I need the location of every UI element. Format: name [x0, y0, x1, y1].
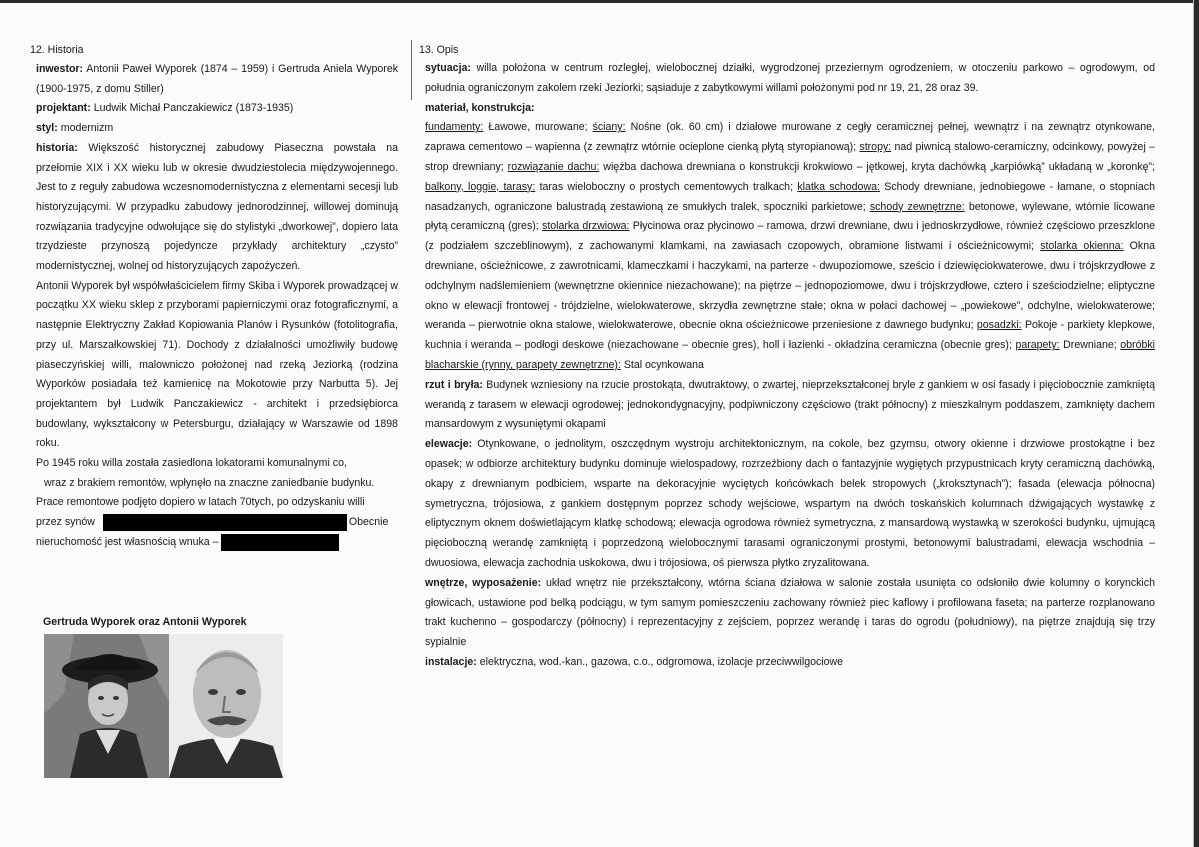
- parapety-label: parapety:: [1015, 339, 1060, 352]
- fundamenty-text: Ławowe, murowane;: [488, 121, 588, 134]
- elewacje-text: Otynkowane, o jednolitym, oszczędnym wystroju architektonicznym, na cokole, bez gzymsu, otwory okienne i drzwiowe prostokątne i bez opasek; w odbiorze architektury budynku dominuje wielospadowy, rozrzeźbiony dach o fantazyjnie wygiętych przypustnicach kryty ceramiczną dachówką, okapy z drewnianym podbiciem, wsparte na dekoracyjnie wyciętych końcówkach belek stropowych („kroksztynach”); fasada (elewacja północna) symetryczna, trójosiowa, z gankiem dostępnym poprzez schody wejściowe, wspartym na dwóch toskańskich kolumnach dźwigających wystawkę z eliptycznym oknem doświetlającym klatkę schodową; elewacja ogrodowa również symetryczna, z mansardową wystawką w szerokości budynku, ujmującą pięcioboczną werandę zamkniętą i poprzedzoną wielobocznymi tarasami ograniczonymi prostymi, betonowymi balustradami, elewacja wschodnia – dwuosiowa, elewacja zachodnia uskokowa, dwu i trójosiowa, oś pierwsza płytko zryzalitowana.: [425, 438, 1155, 569]
- sytuacja-text: willa położona w centrum rozległej, wielobocznej działki, wygrodzonej przeziernym ogrodzeniem, w otoczeniu parkowo – ogrodowym, od południa ograniczonym zakolem rzeki Jeziorki; sąsiaduje z zabytkowymi willami położonymi pod nr 19, 21, 28 oraz 39.: [425, 62, 1155, 94]
- post-war-line-4-start: przez synów: [36, 516, 95, 529]
- historia-paragraph: [36, 139, 398, 277]
- rzut-paragraph: [425, 376, 1155, 435]
- post-war-line-3: Prace remontowe podjęto dopiero w latach 70tych, po odzyskaniu willi: [36, 496, 365, 509]
- stropy-text: nad piwnicą stalowo-ceramiczny, odcinkowy, powyżej – strop drewniany;: [425, 141, 1155, 173]
- scan-edge-right: [1194, 0, 1199, 847]
- historia-section: [30, 44, 399, 553]
- wnetrze-paragraph: [425, 574, 1155, 653]
- portrait-antonii-svg: [169, 634, 283, 778]
- post-war-line-4: [36, 513, 398, 533]
- portrait-gertruda-svg: [44, 634, 170, 778]
- posadzki-label: posadzki:: [976, 319, 1022, 332]
- balkony-label: balkony, loggie, tarasy:: [425, 180, 536, 193]
- fundamenty-label: fundamenty:: [425, 121, 484, 134]
- instalacje-text: elektryczna, wod.-kan., gazowa, c.o., odgromowa, izolacje przeciwwilgociowe: [479, 655, 844, 668]
- styl-label: styl:: [36, 122, 58, 135]
- portrait-photo-antonii: [169, 634, 283, 778]
- column-divider: [411, 40, 412, 100]
- rzut-text: Budynek wzniesiony na rzucie prostokąta, dwutraktowy, o zwartej, nieprzekształconej bryle z gankiem w osi fasady i pięciobocznie zamkniętą werandą z tarasem w elewacji ogrodowej; jednokondygnacyjny, podpiwniczony częściowo (trakt północny) z mieszkalnym poddaszem, zamknięty dachem mansardowym z wysuniętymi okapami: [425, 378, 1155, 431]
- okna-text: Okna drewniane, ościeżnicowe, z zawrotnicami, klameczkami i haczykami, na parterze - dwupoziomowe, sześcio i dziewięciokwaterowe, dwu i trójskrzydłowe z odchylnym nadślemieniem (wewnętrzne okiennice niezachowane); na piętrze – jednopoziomowe, dwu i trójskrzydłowe, cztero i sześciodzielne; eliptyczne okno w elewacji frontowej - trójdzielne, wielokwaterowe, skrzydła zewnętrzne stałe; okna w połaci dachowej – „powiekowe”, odchylne, wielokwaterowe; weranda – pierwotnie okna stalowe, wielokwaterowe, obecnie okna ościeżnicowe przeniesione z dawnego budynku;: [425, 240, 1155, 332]
- post-war-line-1: Po 1945 roku willa została zasiedlona lokatorami komunalnymi co,: [36, 457, 347, 470]
- klatka-text: Schody drewniane, jednobiegowe - łamane, o stopniach nasadzanych, ograniczone balustradą zestawioną ze smukłych tralek, spoczniki parkietowe;: [425, 180, 1155, 213]
- parapety-text: Drewniane;: [1063, 339, 1117, 352]
- material-heading-line: [425, 99, 1155, 119]
- historia-heading: 12. Historia: [30, 44, 84, 56]
- dach-text: więźba dachowa drewniana o konstrukcji krokwiowo – jętkowej, kryta dachówką „karpiówką” układaną w „koronkę”;: [603, 160, 1155, 173]
- sytuacja-label: sytuacja:: [425, 62, 471, 74]
- elewacje-label: elewacje:: [425, 438, 473, 451]
- post-war-line-5-text: nieruchomość jest własnością wnuka –: [36, 535, 219, 548]
- balkony-text: taras wieloboczny o prostych cementowych tralkach;: [539, 180, 794, 193]
- redaction-bar-2: [221, 534, 339, 551]
- post-war-line-5: [36, 533, 398, 553]
- styl-paragraph: [36, 119, 398, 139]
- obrobki-text: Stal ocynkowana: [623, 358, 704, 371]
- elewacje-paragraph: [425, 435, 1155, 574]
- opis-heading: 13. Opis: [419, 44, 459, 56]
- wnetrze-label: wnętrze, wyposażenie:: [425, 576, 542, 589]
- instalacje-label: instalacje:: [425, 655, 477, 668]
- wyporek-paragraph: Antonii Wyporek był współwłaścicielem firmy Skiba i Wyporek prowadzącej w początku XX wieku sklep z przyborami papierniczymi oraz fotograficznymi, a następnie Elektryczny Zakład Kopiowania Planów i Rysunków (fotolitografia, przy ul. Marszałkowskiej 71). Dochody z działalności umożliwiły budowę piaseczyńskiej willi, malowniczo położonej nad rzeką Jeziorką (rodzina Wyporków posiadała też kamienicę na Mokotowie przy Narbutta 5). Jej projektantem był Ludwik Panczakiewicz - architekt i przedsiębiorca budowlany, wykształcony w Petersburgu, działający w Warszawie od 1898 roku.: [36, 279, 398, 450]
- inwestor-paragraph: [36, 60, 398, 99]
- dach-label: rozwiązanie dachu:: [507, 160, 600, 173]
- scan-edge-right-inner: [1193, 0, 1194, 847]
- historia-text: Większość historycznej zabudowy Piaseczna powstała na przełomie XIX i XX wieku lub w okresie dwudziestolecia międzywojennego. Jest to z reguły zabudowa wczesnomodernistyczna z elementami secesji lub historyzującymi. W przypadku zabudowy jednorodzinnej, willowej dominują rozwiązania tradycyjne odwołujące się do stylistyki „dworkowej”, dopiero lata trzydzieste przynoszą pojedyncze przykłady architektury „czysto” modernistycznej, wolnej od historyzujących zapożyczeń.: [36, 141, 398, 273]
- drzwi-label: stolarka drzwiowa:: [542, 220, 630, 233]
- inwestor-text: Antonii Paweł Wyporek (1874 – 1959) i Gertruda Aniela Wyporek (1900-1975, z domu Stiller): [36, 63, 399, 95]
- klatka-label: klatka schodowa:: [797, 180, 880, 193]
- portrait-photo-gertruda: [44, 634, 170, 778]
- wnetrze-text: układ wnętrz nie przekształcony, wtórna ściana działowa w salonie została usunięta co odsłoniło dwie kolumny o korynckich głowicach, ustawione pod belką podciągu, w tym samym pomieszczeniu zachowany również piec kaflowy i profilowana faseta; na parterze rozplanowano trakt kuchenno – gospodarczy (północny) i reprezentacyjny z zejściem, poprzez werandę i taras do ogrodu (południowy), na piętrze znajdują się trzy sypialnie: [425, 576, 1155, 649]
- okna-label: stolarka okienna:: [1040, 240, 1124, 253]
- styl-text: modernizm: [60, 122, 114, 135]
- post-war-line-4-end: Obecnie: [348, 516, 389, 529]
- instalacje-paragraph: [425, 653, 1155, 673]
- schody-text: betonowe, wylewane, wtórnie licowane płytą ceramiczną (gres);: [425, 200, 1155, 233]
- obrobki-label: obróbki blacharskie (rynny, parapety zewnętrzne):: [425, 339, 1156, 371]
- photo-caption: Gertruda Wyporek oraz Antonii Wyporek: [43, 616, 247, 628]
- historia-label: historia:: [36, 141, 78, 154]
- drzwi-text: Płycinowa oraz płycinowo – ramowa, drzwi drewniane, dwu i jednoskrzydłowe, również częściowo przeszklone (z podziałem szczeblinowym), z zachowanymi klamkami, na zawiasach czopowych, obramione listwami i ościeżnicowymi;: [425, 220, 1155, 253]
- konstrukcja-paragraph: [425, 118, 1155, 375]
- sciany-text: Nośne (ok. 60 cm) i działowe murowane z cegły ceramicznej pełnej, wewnątrz i na zewnątrz otynkowane, zaprawa cementowo – wapienna (z zewnątrz wtórnie ocieplone cienką płytą styropianową);: [425, 121, 1155, 154]
- sciany-label: ściany:: [592, 121, 626, 134]
- opis-section: [419, 44, 1156, 673]
- redaction-bar-1: [103, 514, 347, 531]
- material-label: materiał, konstrukcja:: [425, 101, 535, 114]
- stropy-label: stropy:: [859, 141, 892, 154]
- schody-label: schody zewnętrzne:: [869, 200, 965, 213]
- scan-edge-top: [0, 0, 1199, 3]
- sytuacja-paragraph: [425, 59, 1155, 99]
- rzut-label: rzut i bryła:: [425, 378, 483, 391]
- projektant-paragraph: [36, 99, 398, 119]
- posadzki-text: Pokoje - parkiety klepkowe, kuchnia i weranda – podłogi deskowe (niezachowane – obecnie gres), holl i łazienki - okładzina ceramiczna (obecnie gres);: [425, 319, 1155, 352]
- inwestor-label: inwestor:: [36, 63, 84, 75]
- projektant-text: Ludwik Michał Panczakiewicz (1873-1935): [93, 102, 294, 115]
- projektant-label: projektant:: [36, 102, 91, 115]
- post-war-line-2: wraz z brakiem remontów, wpłynęło na znaczne zaniedbanie budynku.: [44, 476, 375, 489]
